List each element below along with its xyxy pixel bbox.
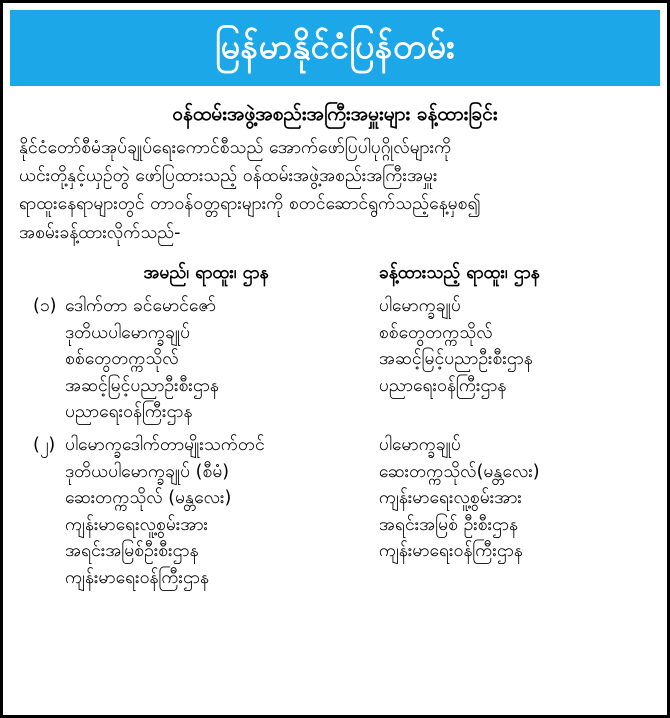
paragraph-line: ယင်းတို့နှင့်ယှဉ်တွဲ ဖော်ပြထားသည့် ဝန်ထမ်းအဖွဲ့အစည်းအကြီးအမှူး [19, 165, 438, 186]
entry-line: ကျန်းမာရေးလူ့စွမ်းအား [65, 514, 208, 535]
entry-number: (၂) [33, 434, 56, 455]
entry-current-position [65, 432, 373, 592]
notice-paragraph [19, 134, 651, 247]
entry-line: ဒေါက်တာ ခင်မောင်ဇော် [65, 296, 216, 317]
entry-line: စစ်တွေတက္ကသိုလ် [65, 349, 179, 370]
paragraph-line: ရာထူးနေရာများတွင် တာဝန်ဝတ္တရားများကို စတင်ဆောင်ရွက်သည့်နေ့မှစ၍ [19, 194, 481, 215]
entry-line: ဆေးတက္ကသိုလ် (မန္တလေး) [65, 488, 232, 509]
column-headers [19, 261, 651, 287]
entry-line: အရင်းအမြစ် ဦးစီးဌာန [378, 514, 518, 535]
entry-new-position [373, 432, 651, 592]
entry-line: ပညာရေးဝန်ကြီးဌာန [378, 375, 507, 396]
appointment-entry [19, 293, 651, 426]
entry-number: (၁) [33, 296, 57, 317]
entry-line: ကျန်းမာရေးဝန်ကြီးဌာန [378, 541, 523, 562]
paragraph-line: အစမ်းခန့်ထားလိုက်သည်- [19, 222, 181, 243]
entry-line: ဆေးတက္ကသိုလ်(မန္တလေး) [378, 461, 540, 482]
column-header-right: ခန့်ထားသည့် ရာထူး၊ ဌာန [378, 263, 540, 284]
entry-line: ဒုတိယပါမောက္ခချုပ် (စီမံ) [65, 461, 230, 482]
entry-line: ဒုတိယပါမောက္ခချုပ် [65, 322, 191, 343]
entry-line: ကျန်းမာရေးလူ့စွမ်းအား [378, 488, 522, 509]
entry-line: စစ်တွေတက္ကသိုလ် [378, 322, 493, 343]
entry-line: အဆင့်မြင့်ပညာဦးစီးဌာန [65, 375, 219, 396]
entry-line: ပါမောက္ခချုပ် [378, 296, 461, 317]
entry-line: ပါမောက္ခဒေါက်တာမျိုးသက်တင် [65, 434, 265, 455]
gazette-title: မြန်မာနိုင်ငံပြန်တမ်း [214, 27, 456, 68]
entry-line: အဆင့်မြင့်ပညာဦးစီးဌာန [378, 349, 533, 370]
paragraph-line: နိုင်ငံတော်စီမံအုပ်ချုပ်ရေးကောင်စီသည် အောက်ဖော်ပြပါပုဂ္ဂိုလ်များကို [19, 137, 452, 158]
column-header-left: အမည်၊ ရာထူး၊ ဌာန [143, 263, 269, 284]
document-subtitle: ဝန်ထမ်းအဖွဲ့အစည်းအကြီးအမှူးများ ခန့်ထားခြင်း [172, 103, 498, 125]
entry-line: ကျန်းမာရေးဝန်ကြီးဌာန [65, 567, 209, 588]
appointment-entry [19, 432, 651, 592]
entry-line: ပါမောက္ခချုပ် [378, 434, 461, 455]
entry-current-position [65, 293, 373, 426]
entry-line: အရင်းအမြစ်ဦးစီးဌာန [65, 541, 199, 562]
entry-line: ပညာရေးဝန်ကြီးဌာန [65, 402, 193, 423]
entry-new-position [373, 293, 651, 426]
gazette-banner [10, 10, 660, 86]
